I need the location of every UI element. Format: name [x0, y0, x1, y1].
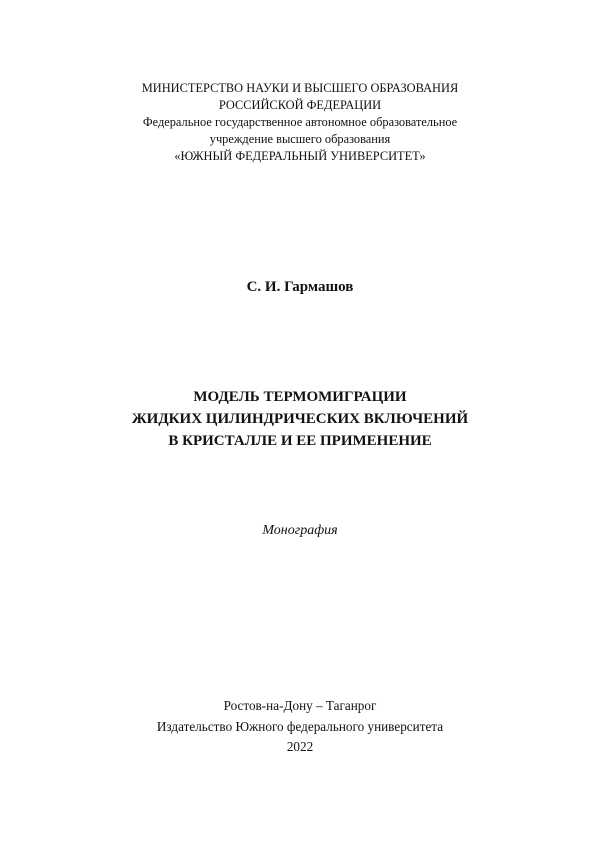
imprint: [0, 696, 600, 758]
book-title-line-1: МОДЕЛЬ ТЕРМОМИГРАЦИИ: [193, 389, 407, 405]
institution-header: [0, 80, 600, 165]
imprint-city: Ростов-на-Дону – Таганрог: [223, 698, 377, 713]
ministry-line-1: МИНИСТЕРСТВО НАУКИ И ВЫСШЕГО ОБРАЗОВАНИЯ: [141, 81, 459, 95]
document-type: Монография: [262, 523, 338, 538]
book-title-line-2: ЖИДКИХ ЦИЛИНДРИЧЕСКИХ ВКЛЮЧЕНИЙ: [131, 411, 469, 427]
institution-type-line-2: учреждение высшего образования: [209, 132, 391, 146]
imprint-publisher: Издательство Южного федерального университета: [156, 718, 444, 734]
book-title: [0, 386, 600, 452]
institution-type-line-1: Федеральное государственное автономное образовательное: [142, 115, 458, 129]
book-title-line-3: В КРИСТАЛЛЕ И ЕЕ ПРИМЕНЕНИЕ: [168, 433, 432, 449]
author-name: С. И. Гармашов: [246, 279, 354, 295]
ministry-line-2: РОССИЙСКОЙ ФЕДЕРАЦИИ: [218, 98, 382, 112]
university-name: «ЮЖНЫЙ ФЕДЕРАЛЬНЫЙ УНИВЕРСИТЕТ»: [174, 149, 426, 163]
imprint-year: 2022: [286, 739, 314, 754]
